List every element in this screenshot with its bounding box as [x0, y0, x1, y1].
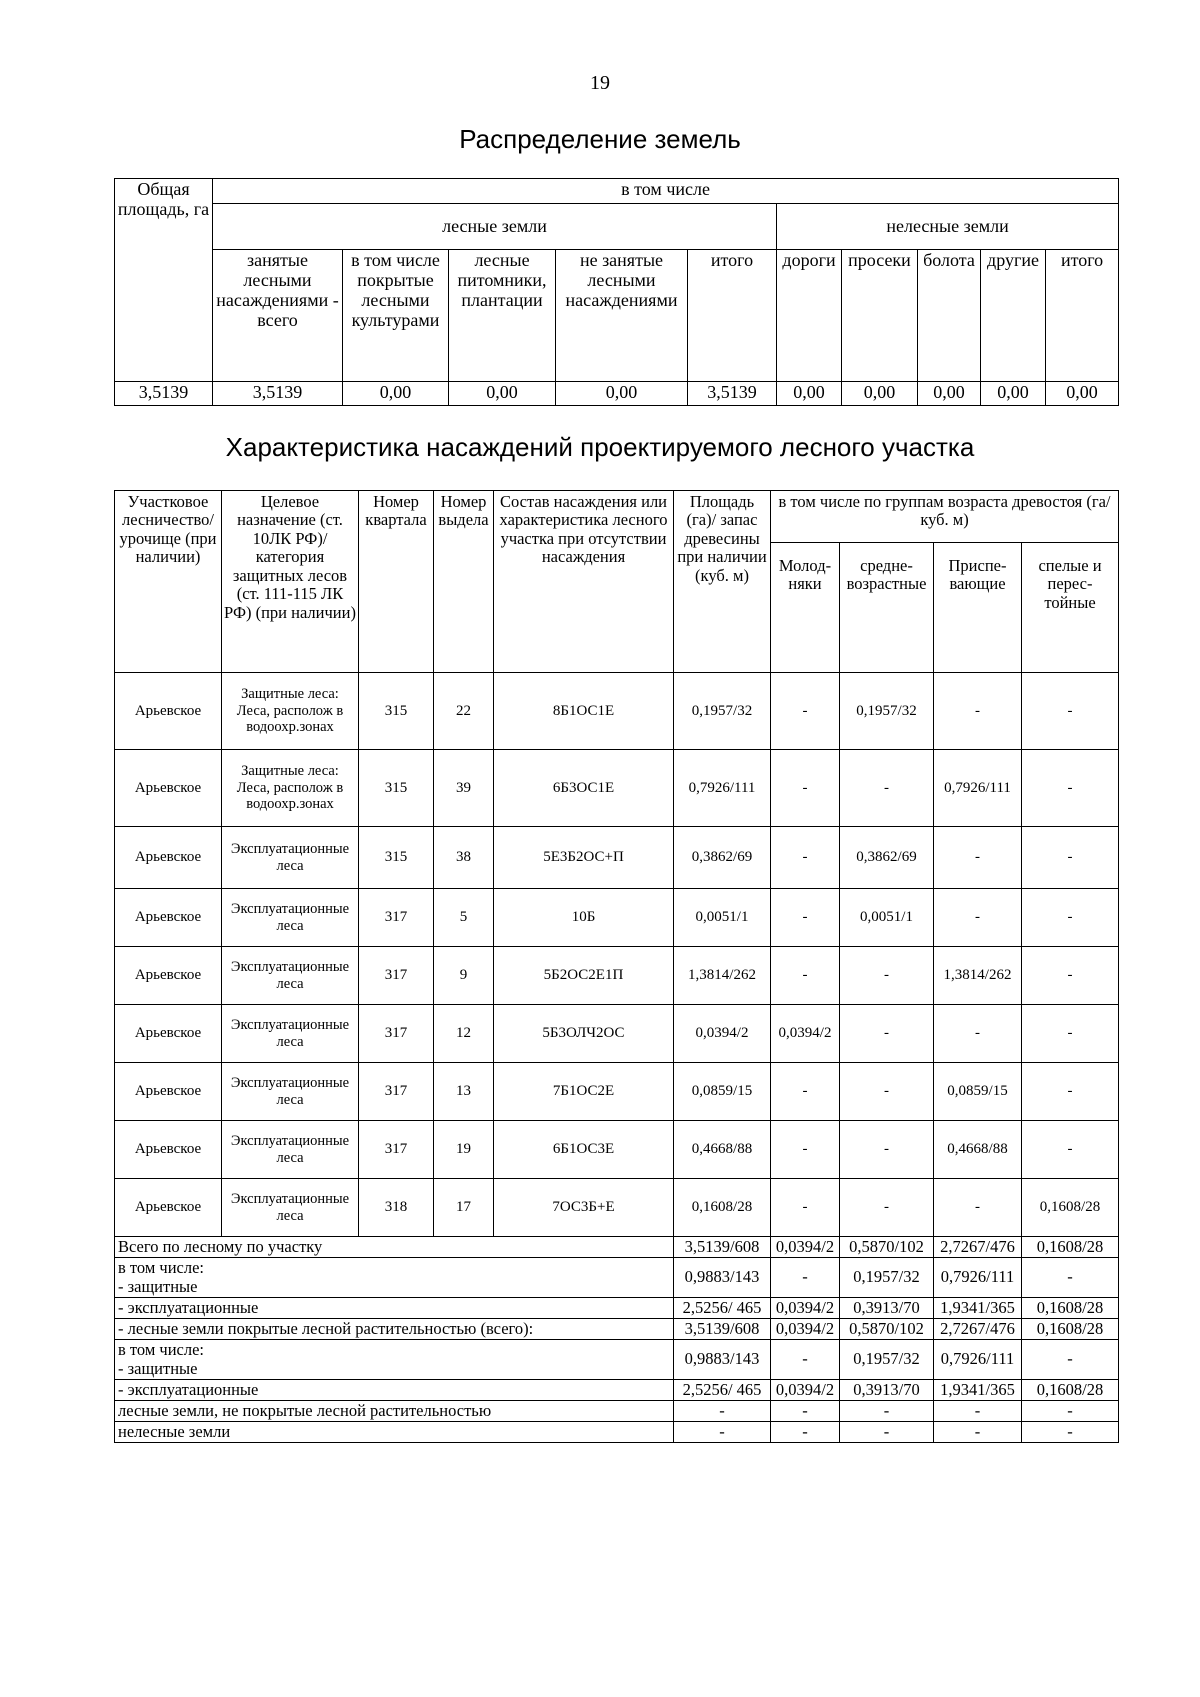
- summary-area: 3,5139/608: [674, 1237, 771, 1258]
- summary-young: -: [771, 1401, 840, 1422]
- quarter-cell: 317: [359, 1121, 434, 1179]
- header-including: в том числе: [213, 179, 1119, 204]
- summary-label-line: - эксплуатационные: [118, 1379, 259, 1399]
- summary-row: [115, 1380, 1119, 1401]
- allotment-cell: 38: [434, 827, 494, 889]
- maturing-cell: 0,4668/88: [934, 1121, 1022, 1179]
- plantations-table: [114, 490, 1119, 1443]
- summary-label-line: Всего по лесному по участку: [118, 1236, 323, 1256]
- summary-area: -: [674, 1422, 771, 1443]
- header-total-forest: итого: [688, 250, 777, 382]
- summary-row: [115, 1422, 1119, 1443]
- mature-cell: -: [1022, 1121, 1119, 1179]
- summary-young: 0,0394/2: [771, 1319, 840, 1340]
- summary-young: 0,0394/2: [771, 1237, 840, 1258]
- summary-label-line: в том числе:: [118, 1258, 205, 1278]
- summary-young: -: [771, 1340, 840, 1380]
- table-row: [115, 382, 1119, 406]
- maturing-cell: 0,7926/111: [934, 750, 1022, 827]
- summary-maturing: 1,9341/365: [934, 1298, 1022, 1319]
- maturing-cell: -: [934, 889, 1022, 947]
- summary-label: [115, 1340, 674, 1380]
- forestry-cell: Арьевское: [115, 1121, 222, 1179]
- purpose-cell: Эксплуатационные леса: [222, 1005, 359, 1063]
- land-value: 0,00: [918, 382, 981, 406]
- header-total-nonforest: итого: [1046, 250, 1119, 382]
- header-composition: Состав насаждения или характеристика лесного участка при отсутствии насаждения: [494, 491, 674, 673]
- middle-aged-cell: -: [840, 1121, 934, 1179]
- quarter-cell: 315: [359, 673, 434, 750]
- summary-middle-aged: -: [840, 1401, 934, 1422]
- young-cell: 0,0394/2: [771, 1005, 840, 1063]
- land-distribution-title: Распределение земель: [459, 124, 741, 154]
- table-row: [115, 1063, 1119, 1121]
- summary-label-line: - защитные: [118, 1276, 198, 1296]
- purpose-cell: Эксплуатационные леса: [222, 1179, 359, 1237]
- summary-label: [115, 1237, 674, 1258]
- composition-cell: 10Б: [494, 889, 674, 947]
- middle-aged-cell: 0,1957/32: [840, 673, 934, 750]
- summary-row: [115, 1340, 1119, 1380]
- summary-label: [115, 1380, 674, 1401]
- summary-young: 0,0394/2: [771, 1380, 840, 1401]
- header-maturing: Приспе-вающие: [934, 543, 1022, 673]
- mature-cell: -: [1022, 750, 1119, 827]
- land-value: 0,00: [556, 382, 688, 406]
- composition-cell: 5Е3Б2ОС+П: [494, 827, 674, 889]
- table-row: [115, 1005, 1119, 1063]
- header-middle-aged: средне-возрастные: [840, 543, 934, 673]
- header-allotment: Номер выдела: [434, 491, 494, 673]
- middle-aged-cell: -: [840, 1005, 934, 1063]
- forestry-cell: Арьевское: [115, 750, 222, 827]
- middle-aged-cell: 0,0051/1: [840, 889, 934, 947]
- forestry-cell: Арьевское: [115, 1005, 222, 1063]
- composition-cell: 5Б2ОС2Е1П: [494, 947, 674, 1005]
- purpose-cell: Защитные леса: Леса, располож в водоохр.зонах: [222, 673, 359, 750]
- summary-maturing: 2,7267/476: [934, 1237, 1022, 1258]
- table-row: [115, 750, 1119, 827]
- header-swamps: болота: [918, 250, 981, 382]
- summary-young: 0,0394/2: [771, 1298, 840, 1319]
- summary-maturing: 1,9341/365: [934, 1380, 1022, 1401]
- table-row: [115, 1121, 1119, 1179]
- summary-maturing: 0,7926/111: [934, 1340, 1022, 1380]
- summary-label: [115, 1258, 674, 1298]
- forestry-cell: Арьевское: [115, 673, 222, 750]
- land-value: 0,00: [981, 382, 1046, 406]
- area-cell: 0,0051/1: [674, 889, 771, 947]
- young-cell: -: [771, 750, 840, 827]
- summary-label-line: - защитные: [118, 1358, 198, 1378]
- young-cell: -: [771, 827, 840, 889]
- summary-young: -: [771, 1422, 840, 1443]
- mature-cell: -: [1022, 1063, 1119, 1121]
- summary-area: 2,5256/ 465: [674, 1380, 771, 1401]
- summary-young: -: [771, 1258, 840, 1298]
- allotment-cell: 5: [434, 889, 494, 947]
- area-cell: 0,3862/69: [674, 827, 771, 889]
- header-forestry: Участковое лесничество/ урочище (при наличии): [115, 491, 222, 673]
- summary-area: 0,9883/143: [674, 1340, 771, 1380]
- quarter-cell: 317: [359, 889, 434, 947]
- summary-maturing: -: [934, 1401, 1022, 1422]
- header-covered-cultures: в том числе покрытые лесными культурами: [343, 250, 449, 382]
- header-nonforest-lands: нелесные земли: [777, 204, 1119, 250]
- area-cell: 0,4668/88: [674, 1121, 771, 1179]
- young-cell: -: [771, 1179, 840, 1237]
- mature-cell: -: [1022, 827, 1119, 889]
- mature-cell: -: [1022, 889, 1119, 947]
- summary-middle-aged: -: [840, 1422, 934, 1443]
- plantations-title: Характеристика насаждений проектируемого лесного участка: [225, 432, 975, 462]
- quarter-cell: 315: [359, 750, 434, 827]
- area-cell: 0,0859/15: [674, 1063, 771, 1121]
- forestry-cell: Арьевское: [115, 1179, 222, 1237]
- forestry-cell: Арьевское: [115, 889, 222, 947]
- maturing-cell: -: [934, 1005, 1022, 1063]
- purpose-cell: Эксплуатационные леса: [222, 889, 359, 947]
- forestry-cell: Арьевское: [115, 947, 222, 1005]
- area-cell: 0,1608/28: [674, 1179, 771, 1237]
- summary-maturing: -: [934, 1422, 1022, 1443]
- header-young: Молод-няки: [771, 543, 840, 673]
- forestry-cell: Арьевское: [115, 827, 222, 889]
- summary-area: 3,5139/608: [674, 1319, 771, 1340]
- header-mature: спелые и перес-тойные: [1022, 543, 1119, 673]
- header-roads: дороги: [777, 250, 842, 382]
- land-value: 0,00: [777, 382, 842, 406]
- page-number: 19: [590, 72, 610, 94]
- area-cell: 0,7926/111: [674, 750, 771, 827]
- summary-mature: 0,1608/28: [1022, 1298, 1119, 1319]
- summary-row: [115, 1298, 1119, 1319]
- mature-cell: -: [1022, 947, 1119, 1005]
- summary-mature: 0,1608/28: [1022, 1237, 1119, 1258]
- summary-mature: 0,1608/28: [1022, 1380, 1119, 1401]
- mature-cell: 0,1608/28: [1022, 1179, 1119, 1237]
- header-forest-lands: лесные земли: [213, 204, 777, 250]
- forestry-cell: Арьевское: [115, 1063, 222, 1121]
- maturing-cell: 1,3814/262: [934, 947, 1022, 1005]
- land-value: 0,00: [449, 382, 556, 406]
- young-cell: -: [771, 947, 840, 1005]
- quarter-cell: 318: [359, 1179, 434, 1237]
- summary-mature: -: [1022, 1422, 1119, 1443]
- young-cell: -: [771, 1063, 840, 1121]
- purpose-cell: Эксплуатационные леса: [222, 827, 359, 889]
- maturing-cell: -: [934, 1179, 1022, 1237]
- summary-label: [115, 1401, 674, 1422]
- land-value: 3,5139: [115, 382, 213, 406]
- young-cell: -: [771, 673, 840, 750]
- composition-cell: 7Б1ОС2Е: [494, 1063, 674, 1121]
- table-row: [115, 889, 1119, 947]
- summary-row: [115, 1258, 1119, 1298]
- allotment-cell: 22: [434, 673, 494, 750]
- mature-cell: -: [1022, 1005, 1119, 1063]
- maturing-cell: 0,0859/15: [934, 1063, 1022, 1121]
- summary-label-line: - эксплуатационные: [118, 1297, 259, 1317]
- quarter-cell: 317: [359, 1063, 434, 1121]
- allotment-cell: 19: [434, 1121, 494, 1179]
- middle-aged-cell: 0,3862/69: [840, 827, 934, 889]
- summary-label: [115, 1422, 674, 1443]
- summary-mature: -: [1022, 1340, 1119, 1380]
- land-value: 0,00: [343, 382, 449, 406]
- header-not-occupied: не занятые лесными насаждениями: [556, 250, 688, 382]
- header-age-groups: в том числе по группам возраста древостоя (га/куб. м): [771, 491, 1119, 543]
- header-other: другие: [981, 250, 1046, 382]
- allotment-cell: 13: [434, 1063, 494, 1121]
- purpose-cell: Эксплуатационные леса: [222, 947, 359, 1005]
- header-clearings: просеки: [842, 250, 918, 382]
- middle-aged-cell: -: [840, 947, 934, 1005]
- quarter-cell: 315: [359, 827, 434, 889]
- summary-maturing: 2,7267/476: [934, 1319, 1022, 1340]
- summary-label-line: в том числе:: [118, 1340, 205, 1360]
- summary-label-line: лесные земли, не покрытые лесной растительностью: [118, 1400, 492, 1420]
- summary-middle-aged: 0,1957/32: [840, 1340, 934, 1380]
- young-cell: -: [771, 1121, 840, 1179]
- summary-mature: -: [1022, 1401, 1119, 1422]
- land-distribution-table: [114, 178, 1119, 406]
- summary-area: 2,5256/ 465: [674, 1298, 771, 1319]
- composition-cell: 6Б1ОС3Е: [494, 1121, 674, 1179]
- summary-label: [115, 1298, 674, 1319]
- table-row: [115, 827, 1119, 889]
- allotment-cell: 39: [434, 750, 494, 827]
- middle-aged-cell: -: [840, 1063, 934, 1121]
- summary-label-line: нелесные земли: [118, 1421, 231, 1441]
- mature-cell: -: [1022, 673, 1119, 750]
- summary-mature: -: [1022, 1258, 1119, 1298]
- quarter-cell: 317: [359, 947, 434, 1005]
- composition-cell: 6Б3ОС1Е: [494, 750, 674, 827]
- summary-mature: 0,1608/28: [1022, 1319, 1119, 1340]
- summary-middle-aged: 0,5870/102: [840, 1237, 934, 1258]
- land-value: 3,5139: [213, 382, 343, 406]
- header-quarter: Номер квартала: [359, 491, 434, 673]
- summary-label: [115, 1319, 674, 1340]
- land-value: 0,00: [842, 382, 918, 406]
- summary-label-line: - лесные земли покрытые лесной растительностью (всего):: [118, 1318, 534, 1338]
- purpose-cell: Защитные леса: Леса, располож в водоохр.зонах: [222, 750, 359, 827]
- area-cell: 1,3814/262: [674, 947, 771, 1005]
- summary-middle-aged: 0,1957/32: [840, 1258, 934, 1298]
- table-row: [115, 947, 1119, 1005]
- allotment-cell: 17: [434, 1179, 494, 1237]
- quarter-cell: 317: [359, 1005, 434, 1063]
- header-nurseries: лесные питомники, плантации: [449, 250, 556, 382]
- summary-row: [115, 1237, 1119, 1258]
- allotment-cell: 9: [434, 947, 494, 1005]
- summary-middle-aged: 0,3913/70: [840, 1380, 934, 1401]
- summary-row: [115, 1319, 1119, 1340]
- middle-aged-cell: -: [840, 750, 934, 827]
- composition-cell: 8Б1ОС1Е: [494, 673, 674, 750]
- summary-middle-aged: 0,5870/102: [840, 1319, 934, 1340]
- land-value: 3,5139: [688, 382, 777, 406]
- header-occupied: занятые лесными насаждениями - всего: [213, 250, 343, 382]
- summary-row: [115, 1401, 1119, 1422]
- allotment-cell: 12: [434, 1005, 494, 1063]
- summary-maturing: 0,7926/111: [934, 1258, 1022, 1298]
- maturing-cell: -: [934, 673, 1022, 750]
- area-cell: 0,0394/2: [674, 1005, 771, 1063]
- header-total-area: Общая площадь, га: [115, 179, 213, 382]
- table-row: [115, 673, 1119, 750]
- middle-aged-cell: -: [840, 1179, 934, 1237]
- purpose-cell: Эксплуатационные леса: [222, 1121, 359, 1179]
- summary-middle-aged: 0,3913/70: [840, 1298, 934, 1319]
- young-cell: -: [771, 889, 840, 947]
- land-value: 0,00: [1046, 382, 1119, 406]
- maturing-cell: -: [934, 827, 1022, 889]
- composition-cell: 7ОС3Б+Е: [494, 1179, 674, 1237]
- purpose-cell: Эксплуатационные леса: [222, 1063, 359, 1121]
- composition-cell: 5Б3ОЛЧ2ОС: [494, 1005, 674, 1063]
- header-purpose: Целевое назначение (ст. 10ЛК РФ)/ категория защитных лесов (ст. 111-115 ЛК РФ) (при наличии): [222, 491, 359, 673]
- area-cell: 0,1957/32: [674, 673, 771, 750]
- header-area: Площадь (га)/ запас древесины при наличии (куб. м): [674, 491, 771, 673]
- summary-area: 0,9883/143: [674, 1258, 771, 1298]
- summary-area: -: [674, 1401, 771, 1422]
- table-row: [115, 1179, 1119, 1237]
